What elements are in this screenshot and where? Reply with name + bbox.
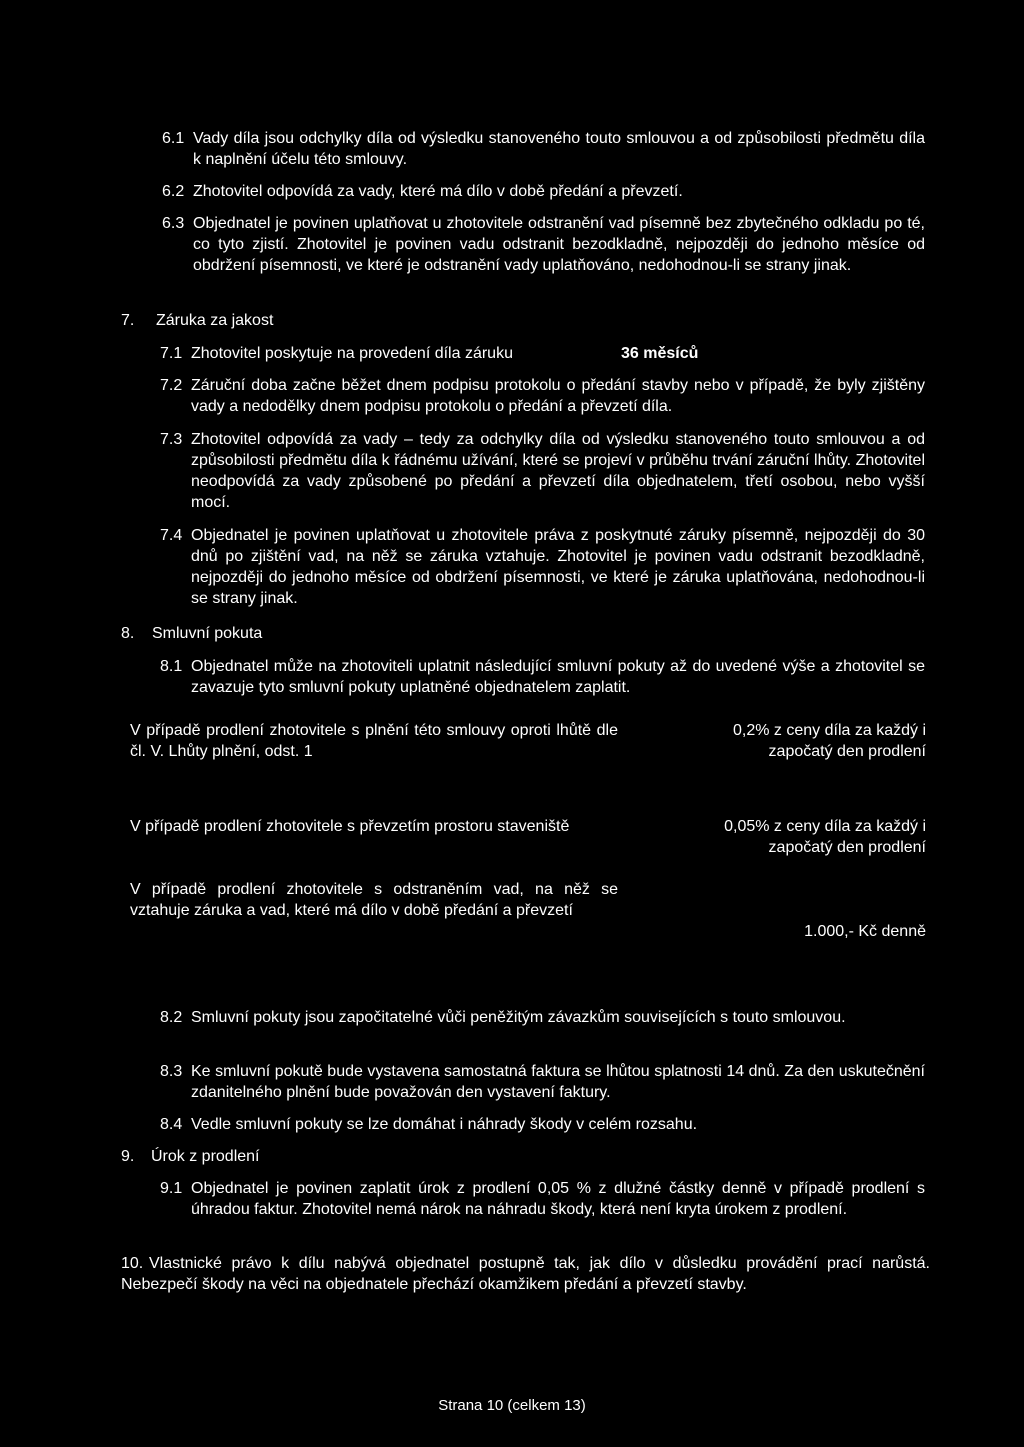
clause-number: 7.1 [160,345,183,362]
penalty-description: V případě prodlení zhotovitele s odstraněním vad, na něž se vztahuje záruka a vad, které má dílo v době předání a převzetí [130,881,618,919]
clause-number: 7.3 [160,431,183,448]
section-number: 10. [121,1255,144,1272]
clause-10-text: Vlastnické právo k dílu nabývá objednatel postupně tak, jak dílo v důsledku provádění prací narůstá. Nebezpečí škody na věci na objednatele přechází okamžikem předání a převzetí stavby. [121,1255,930,1293]
clause-8-4-text: Vedle smluvní pokuty se lze domáhat i náhrady škody v celém rozsahu. [191,1116,698,1133]
clause-8-1-text: Objednatel může na zhotoviteli uplatnit následující smluvní pokuty až do uvedené výše a zhotovitel se zavazuje tyto smluvní pokuty uplatněné objednatelem zaplatit. [191,658,925,696]
section-title-9: Úrok z prodlení [151,1148,260,1165]
clause-number: 7.4 [160,527,183,544]
clause-number: 6.1 [162,130,185,147]
clause-number: 6.2 [162,183,185,200]
section-number: 9. [121,1148,135,1165]
penalty-row [130,879,926,943]
section-title-8: Smluvní pokuta [152,625,263,642]
clause-number: 8.4 [160,1116,183,1133]
section-number: 8. [121,625,135,642]
clause-number: 7.2 [160,377,183,394]
penalty-amount: 0,2% z ceny díla za každý i započatý den prodlení [733,722,926,760]
clause-number: 6.3 [162,215,185,232]
clause-number: 9.1 [160,1180,183,1197]
penalty-amount: 0,05% z ceny díla za každý i započatý den prodlení [724,818,926,856]
clause-7-2-text: Záruční doba začne běžet dnem podpisu protokolu o předání stavby nebo v případě, že byly zjištěny vady a nedodělky dnem podpisu protokolu o předání a převzetí díla. [191,377,925,415]
clause-7-1-text: Zhotovitel poskytuje na provedení díla záruku [191,345,513,362]
clause-number: 8.1 [160,658,183,675]
clause-6-1-text: Vady díla jsou odchylky díla od výsledku stanoveného touto smlouvou a od způsobilosti předmětu díla k naplnění účelu této smlouvy. [193,130,925,168]
penalty-amount: 1.000,- Kč denně [804,923,926,940]
penalty-row [130,816,926,860]
clause-6-3-text: Objednatel je povinen uplatňovat u zhotovitele odstranění vad písemně bez zbytečného odkladu po té, co tyto zjistí. Zhotovitel je povinen vadu odstranit bezodkladně, nejpozději do jednoho měsíce od obdržení písemnosti, ve které je odstranění vady uplatňováno, nedohodnou-li se strany jinak. [193,215,925,274]
section-title-7: Záruka za jakost [156,312,274,329]
clause-7-3-text: Zhotovitel odpovídá za vady – tedy za odchylky díla od výsledku stanoveného touto smlouvou a od způsobilosti předmětu díla k řádnému užívání, které se projeví v průběhu trvání záruční lhůty. Zhotovitel neodpovídá za vady způsobené po předání a převzetí díla objednatelem, třetí osobou, nebo vyšší mocí. [191,431,925,511]
clause-8-2-text: Smluvní pokuty jsou započitatelné vůči peněžitým závazkům souvisejících s touto smlouvou. [191,1009,846,1026]
section-number: 7. [121,312,135,329]
page-footer: Strana 10 (celkem 13) [438,1397,586,1414]
clause-8-3-text: Ke smluvní pokutě bude vystavena samostatná faktura se lhůtou splatnosti 14 dnů. Za den uskutečnění zdanitelného plnění bude považován den vystavení faktury. [191,1063,925,1101]
penalty-description: V případě prodlení zhotovitele s plnění této smlouvy oproti lhůtě dle čl. V. Lhůty plnění, odst. 1 [130,722,618,760]
clause-number: 8.3 [160,1063,183,1080]
clause-6-2-text: Zhotovitel odpovídá za vady, které má dílo v době předání a převzetí. [193,183,683,200]
warranty-period-value: 36 měsíců [621,345,699,362]
clause-9-1-text: Objednatel je povinen zaplatit úrok z prodlení 0,05 % z dlužné částky denně v případě prodlení s úhradou faktur. Zhotovitel nemá nárok na náhradu škody, která není kryta úrokem z prodlení. [191,1180,925,1218]
clause-number: 8.2 [160,1009,183,1026]
penalty-row [130,720,926,764]
clause-7-4-text: Objednatel je povinen uplatňovat u zhotovitele práva z poskytnuté záruky písemně, nejpozději do 30 dnů po zjištění vad, na něž se záruka vztahuje. Zhotovitel je povinen vadu odstranit bezodkladně, nejpozději do jednoho měsíce od obdržení písemnosti, ve které je záruka uplatňována, nedohodnou-li se strany jinak. [191,527,925,607]
penalty-description: V případě prodlení zhotovitele s převzetím prostoru staveniště [130,818,570,835]
